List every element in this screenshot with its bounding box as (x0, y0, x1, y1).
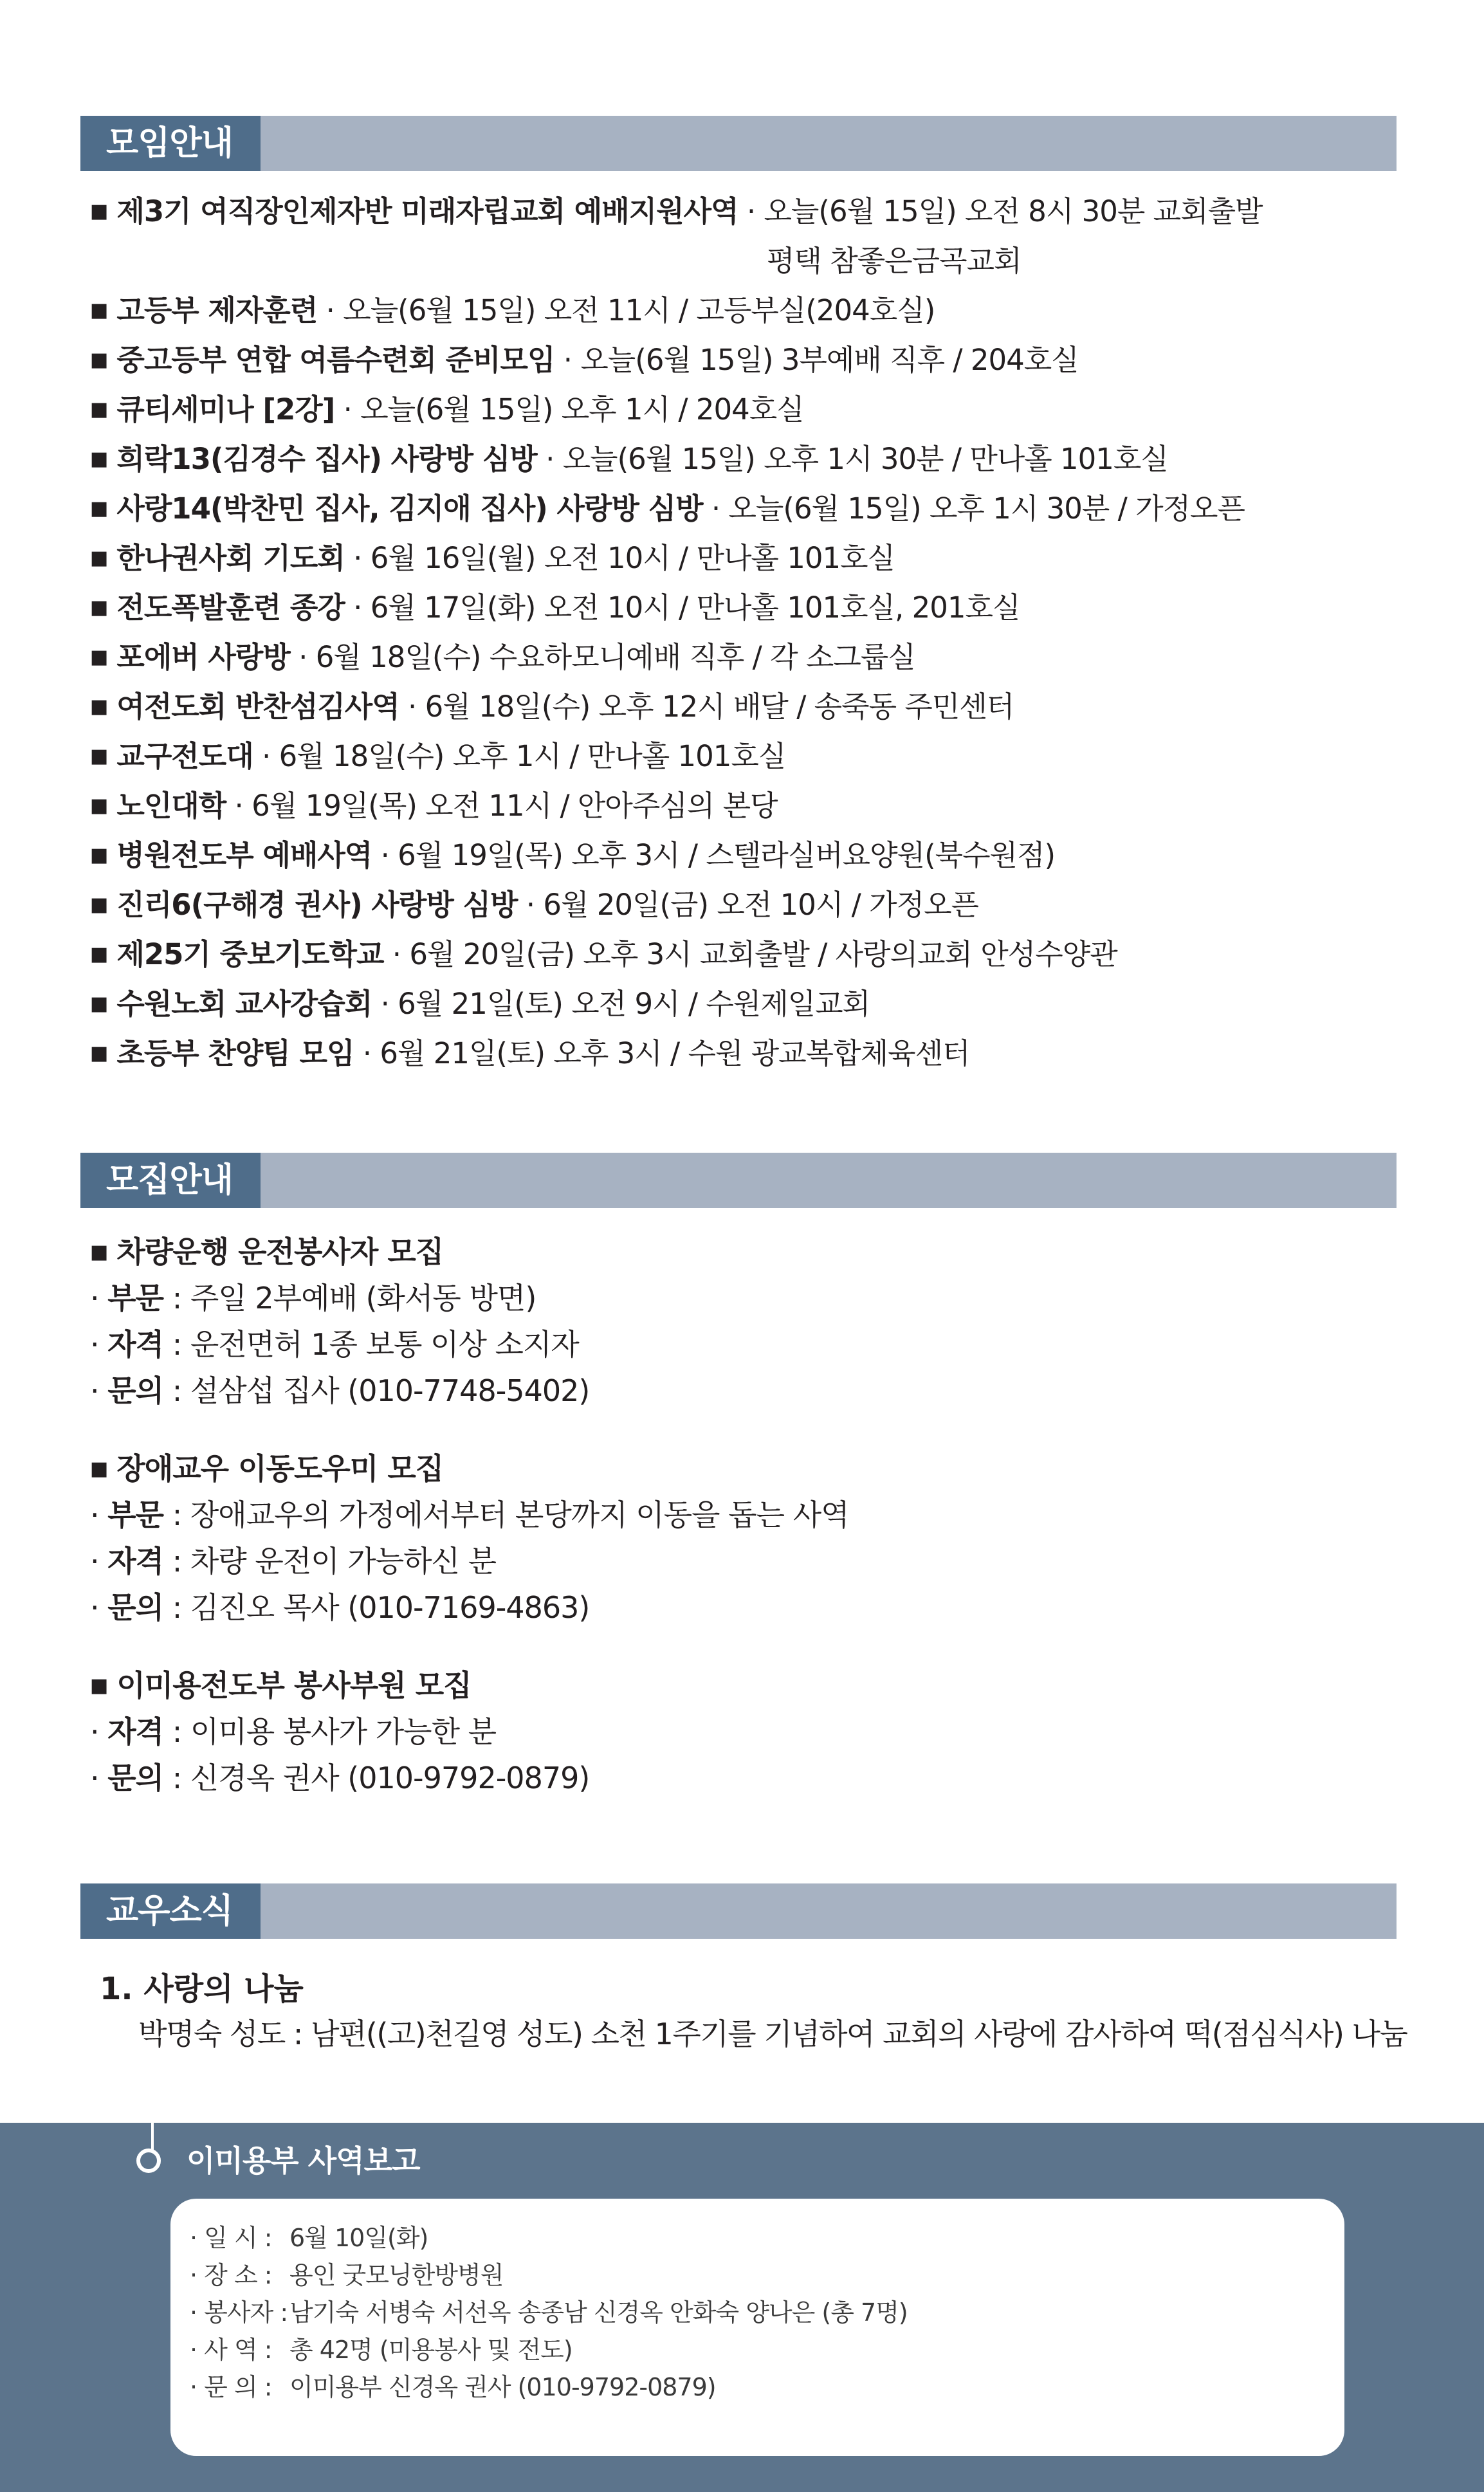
recruit-row: · 자격 : 차량 운전이 가능하신 분 (90, 1544, 497, 1579)
meetings-list (90, 187, 1409, 1078)
meeting-name: 진리6(구해경 권사) 사랑방 심방 (116, 888, 518, 922)
report-row: · 사 역 : 총 42명 (미용봉사 및 전도) (190, 2336, 573, 2364)
meeting-item (90, 236, 1409, 286)
square-bullet-icon: ■ (90, 448, 108, 470)
timeline-stem (151, 2123, 154, 2151)
meeting-detail: · 6월 21일(토) 오후 3시 / 수원 광교복합체육센터 (354, 1036, 970, 1070)
square-bullet-icon: ■ (90, 596, 108, 619)
meeting-detail: · 6월 18일(수) 오후 12시 배달 / 송죽동 주민센터 (399, 690, 1014, 724)
meeting-item (90, 533, 1409, 583)
recruit-group-title: ■ 차량운행 운전봉사자 모집 (90, 1234, 444, 1269)
news-section-header (80, 1883, 1397, 1939)
meeting-item (90, 979, 1409, 1029)
news-section-title: 교우소식 (80, 1883, 261, 1939)
meeting-item (90, 434, 1409, 484)
square-bullet-icon: ■ (90, 695, 108, 718)
meeting-item (90, 583, 1409, 632)
square-bullet-icon: ■ (90, 497, 108, 520)
recruit-row: · 문의 : 김진오 목사 (010-7169-4863) (90, 1590, 590, 1625)
recruit-row: · 문의 : 설삼섭 집사 (010-7748-5402) (90, 1373, 590, 1408)
square-bullet-icon: ■ (90, 200, 108, 223)
square-bullet-icon: ■ (90, 299, 108, 322)
square-bullet-icon: ■ (90, 745, 108, 767)
report-card (170, 2199, 1344, 2456)
report-row: · 일 시 : 6월 10일(화) (190, 2224, 428, 2252)
meeting-item (90, 830, 1409, 880)
meeting-item (90, 484, 1409, 533)
meeting-name: 병원전도부 예배사역 (116, 838, 372, 872)
meetings-section-title: 모임안내 (80, 116, 261, 171)
meeting-item (90, 781, 1409, 830)
timeline-circle-icon (136, 2148, 161, 2173)
meeting-detail: · 오늘(6월 15일) 오후 1시 / 204호실 (334, 392, 804, 426)
meeting-name: 희락13(김경수 집사) 사랑방 심방 (116, 442, 537, 476)
meeting-name: 사랑14(박찬민 집사, 김지애 집사) 사랑방 심방 (116, 491, 703, 526)
meetings-section-header (80, 116, 1397, 171)
square-bullet-icon: ■ (90, 893, 108, 916)
recruit-group (90, 1229, 1409, 1414)
report-panel (0, 2123, 1484, 2492)
square-bullet-icon: ■ (90, 1042, 108, 1065)
square-bullet-icon: ■ (90, 943, 108, 966)
recruit-row: · 부문 : 장애교우의 가정에서부터 본당까지 이동을 돕는 사역 (90, 1498, 849, 1532)
recruit-row: · 자격 : 운전면허 1종 보통 이상 소지자 (90, 1327, 579, 1362)
recruit-row: · 부문 : 주일 2부예배 (화서동 방면) (90, 1281, 536, 1315)
meeting-item (90, 385, 1409, 434)
recruit-row: · 자격 : 이미용 봉사가 가능한 분 (90, 1714, 497, 1749)
news-item-body: 박명숙 성도 : 남편((고)천길영 성도) 소천 1주기를 기념하여 교회의 사랑에 감사하여 떡(점심식사) 나눔 (138, 2017, 1407, 2051)
meeting-detail: · 오늘(6월 15일) 3부예배 직후 / 204호실 (554, 343, 1079, 377)
recruitment-section-title: 모집안내 (80, 1153, 261, 1208)
recruit-row: · 문의 : 신경옥 권사 (010-9792-0879) (90, 1761, 590, 1795)
square-bullet-icon: ■ (90, 794, 108, 817)
report-row: · 문 의 : 이미용부 신경옥 권사 (010-9792-0879) (190, 2373, 716, 2401)
recruit-group (90, 1662, 1409, 1801)
meeting-item (90, 1029, 1409, 1078)
square-bullet-icon: ■ (90, 646, 108, 668)
meeting-name: 여전도회 반찬섬김사역 (116, 690, 399, 724)
recruit-group-title: ■ 이미용전도부 봉사부원 모집 (90, 1668, 472, 1703)
meeting-detail: · 6월 18일(수) 오후 1시 / 만나홀 101호실 (253, 739, 786, 773)
meeting-detail: · 6월 16일(월) 오전 10시 / 만나홀 101호실 (344, 541, 895, 575)
report-row: · 봉사자 :남기숙 서병숙 서선옥 송종남 신경옥 안화숙 양나은 (총 7명) (190, 2298, 908, 2327)
recruit-group (90, 1445, 1409, 1631)
meeting-name: 수원노회 교사강습회 (116, 987, 372, 1021)
meeting-item (90, 335, 1409, 385)
square-bullet-icon: ■ (90, 993, 108, 1015)
meeting-name: 큐티세미나 [2강] (116, 392, 335, 426)
meeting-item (90, 286, 1409, 335)
meeting-item (90, 930, 1409, 979)
square-bullet-icon: ■ (90, 547, 108, 569)
meeting-detail: · 오늘(6월 15일) 오후 1시 30분 / 가정오픈 (702, 491, 1245, 526)
meeting-detail: · 6월 18일(수) 수요하모니예배 직후 / 각 소그룹실 (289, 640, 915, 674)
news-item-title: 1. 사랑의 나눔 (100, 1971, 304, 2007)
meeting-name: 중고등부 연합 여름수련회 준비모임 (116, 343, 555, 377)
meeting-name: 제3기 여직장인제자반 미래자립교회 예배지원사역 (116, 194, 738, 228)
meeting-detail: · 6월 19일(목) 오후 3시 / 스텔라실버요양원(북수원점) (372, 838, 1056, 872)
meeting-item (90, 880, 1409, 930)
report-title: 이미용부 사역보고 (187, 2143, 420, 2178)
square-bullet-icon: ■ (90, 844, 108, 866)
square-bullet-icon: ■ (90, 349, 108, 371)
meeting-name: 포에버 사랑방 (116, 640, 290, 674)
meeting-detail: · 6월 19일(목) 오전 11시 / 안아주심의 본당 (226, 789, 778, 823)
meeting-item (90, 731, 1409, 781)
meeting-name: 초등부 찬양팀 모임 (116, 1036, 354, 1070)
meeting-name: 한나권사회 기도회 (116, 541, 345, 575)
meeting-detail: · 오늘(6월 15일) 오전 11시 / 고등부실(204호실) (317, 293, 935, 327)
recruitment-section-header (80, 1153, 1397, 1208)
meeting-item (90, 187, 1409, 236)
meeting-name: 제25기 중보기도학교 (116, 937, 384, 971)
meeting-detail: · 오늘(6월 15일) 오후 1시 30분 / 만나홀 101호실 (536, 442, 1168, 476)
meeting-item (90, 682, 1409, 731)
meeting-name: 전도폭발훈련 종강 (116, 591, 345, 625)
square-bullet-icon: ■ (90, 398, 108, 421)
meeting-detail: 평택 참좋은금곡교회 (767, 244, 1021, 278)
meeting-detail: · 6월 17일(화) 오전 10시 / 만나홀 101호실, 201호실 (344, 591, 1020, 625)
recruit-group-title: ■ 장애교우 이동도우미 모집 (90, 1451, 444, 1486)
meeting-name: 고등부 제자훈련 (116, 293, 318, 327)
meeting-detail: · 오늘(6월 15일) 오전 8시 30분 교회출발 (738, 194, 1263, 228)
meeting-detail: · 6월 20일(금) 오전 10시 / 가정오픈 (517, 888, 979, 922)
meeting-name: 교구전도대 (116, 739, 253, 773)
meeting-detail: · 6월 20일(금) 오후 3시 교회출발 / 사랑의교회 안성수양관 (383, 937, 1117, 971)
meeting-name: 노인대학 (116, 789, 226, 823)
report-row: · 장 소 : 용인 굿모닝한방병원 (190, 2261, 504, 2289)
meeting-detail: · 6월 21일(토) 오전 9시 / 수원제일교회 (372, 987, 870, 1021)
meeting-item (90, 632, 1409, 682)
